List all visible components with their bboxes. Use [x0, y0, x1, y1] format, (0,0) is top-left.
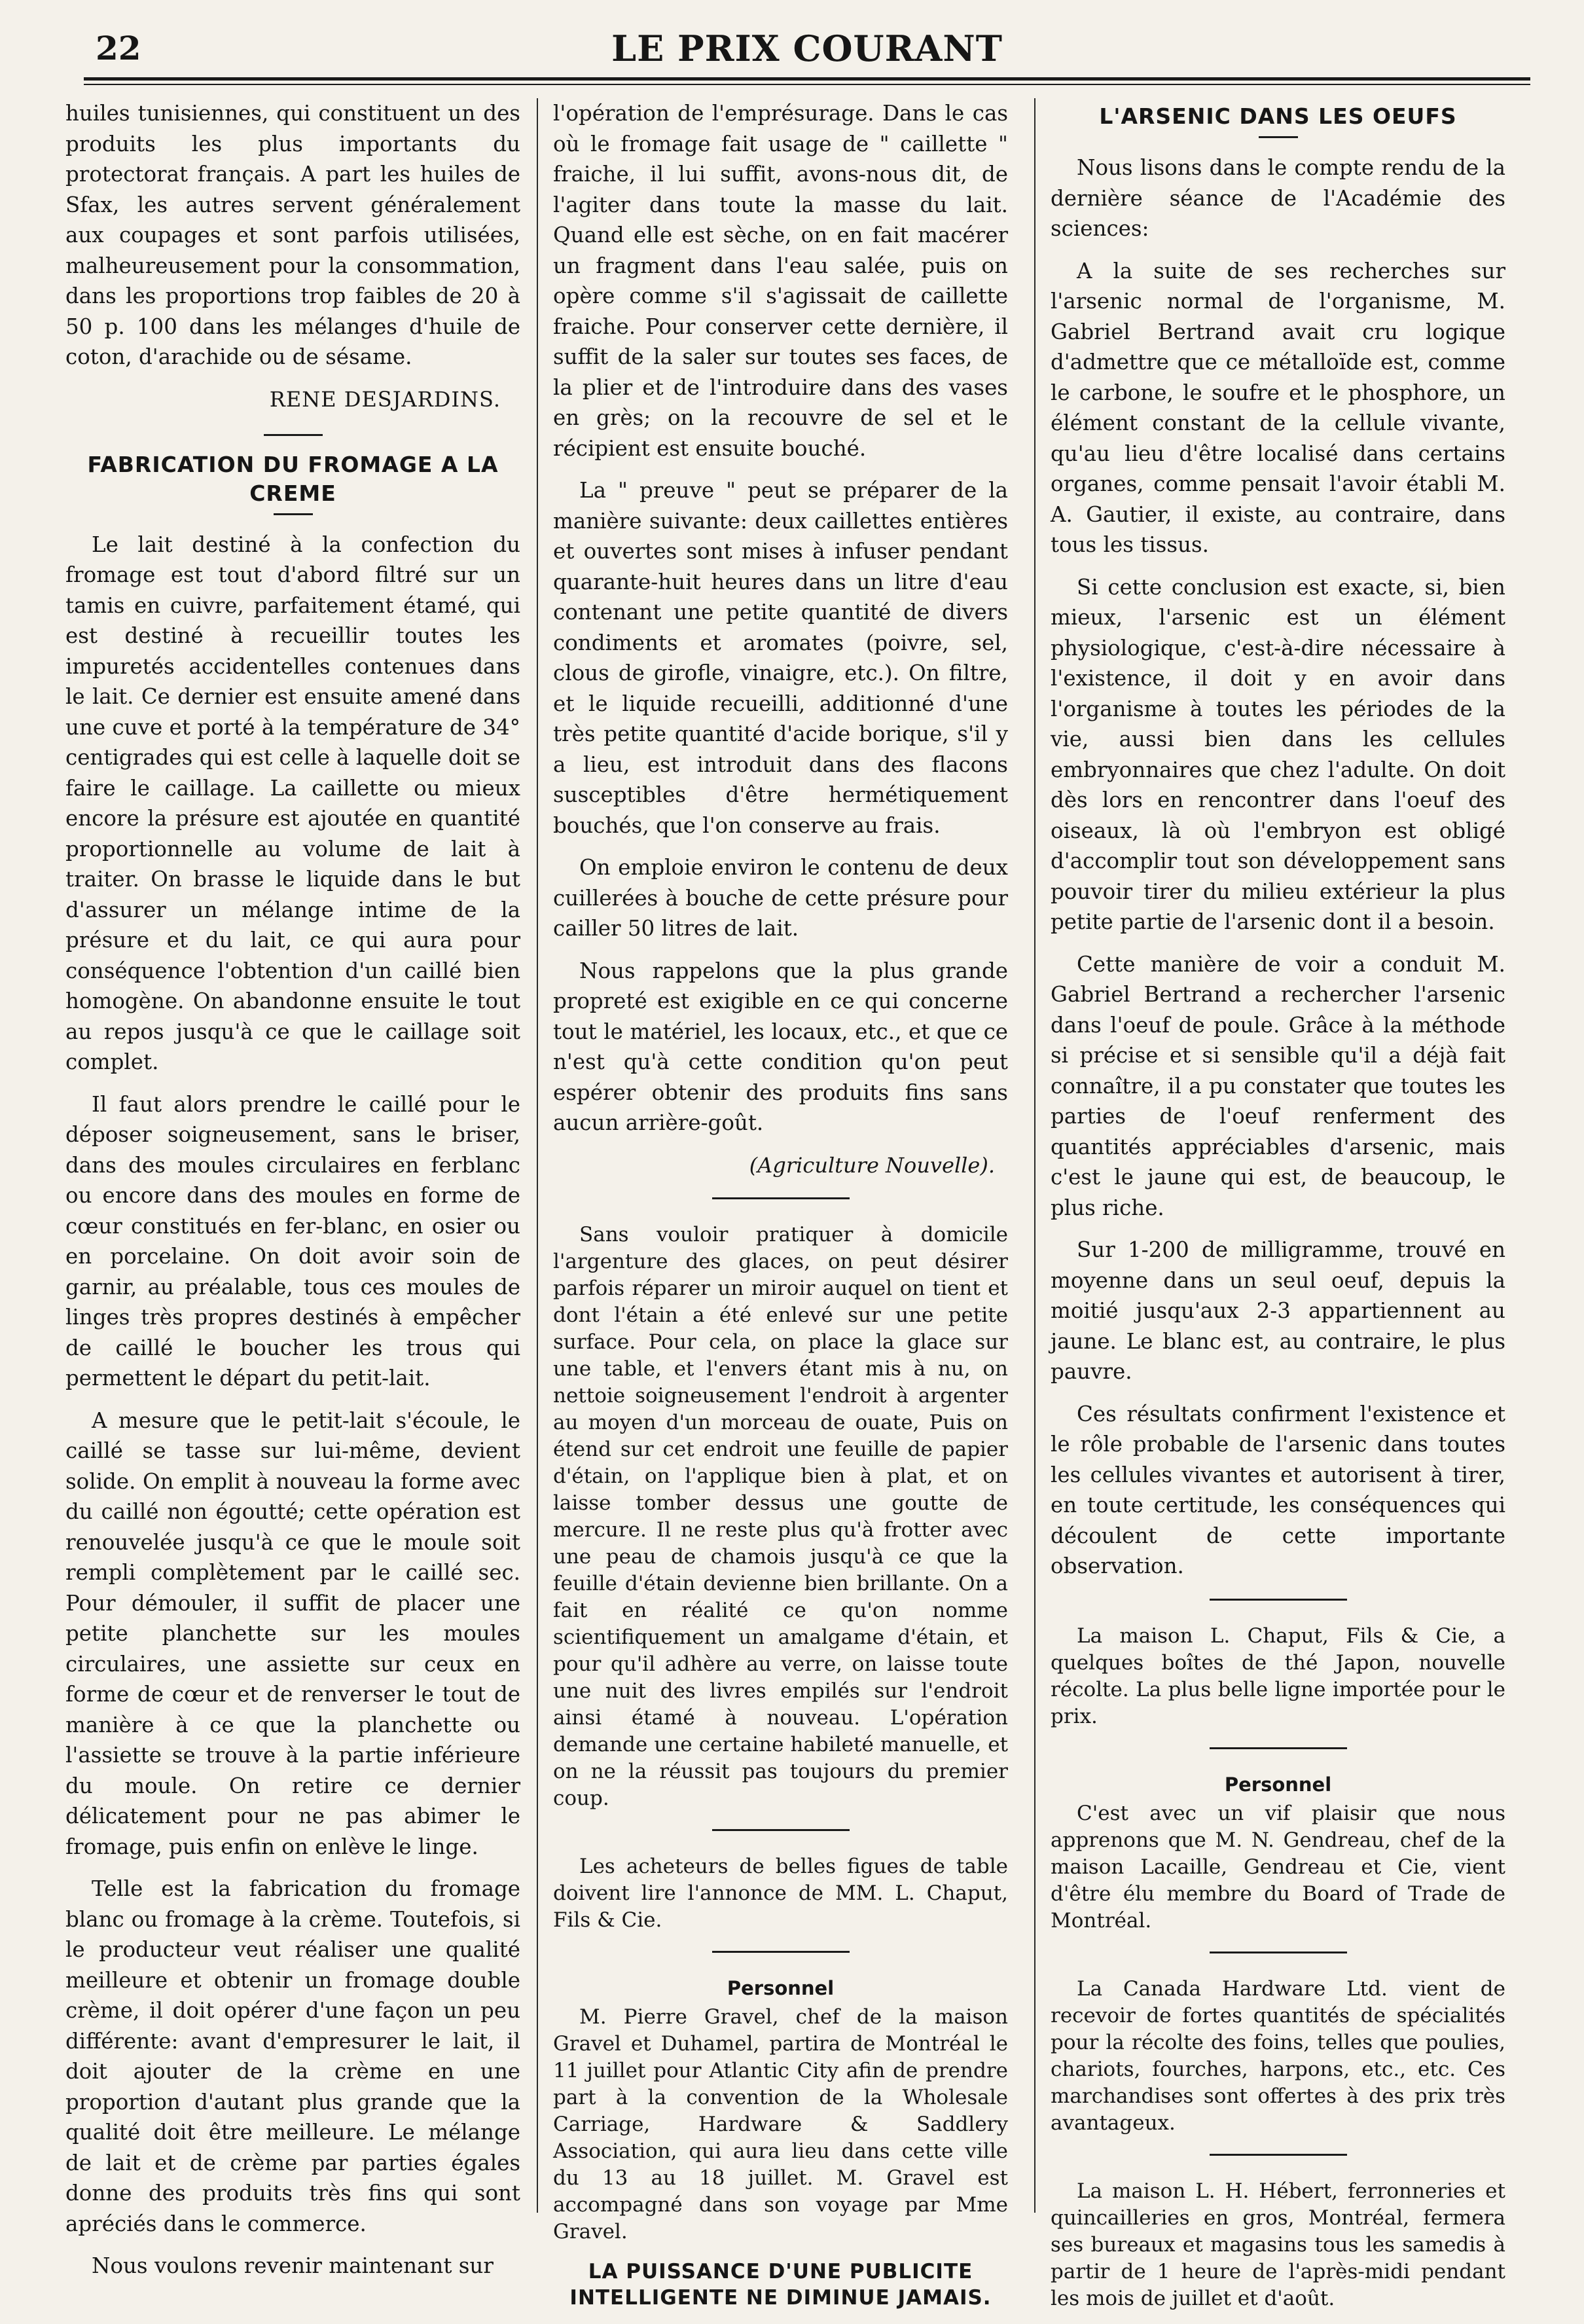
- title-underline: [1259, 136, 1298, 138]
- article-paragraph: l'opération de l'emprésurage. Dans le cas où le fromage fait usage de " caillette " fraiche, il lui suffit, avons-nous dit, de l'agiter dans toute la masse du lait. Quand elle est sèche, on en fait macérer un fragment dans l'eau salée, puis on opère comme s'il s'agissait de caillette fraiche. Pour conserver cette dernière, il suffit de la saler sur toutes ses faces, de la plier et de l'introduire dans des vases en grès; on la recouvre de sel et le récipient est ensuite bouché.: [553, 101, 1008, 461]
- header-rule-thick: [84, 77, 1530, 81]
- article-paragraph: Le lait destiné à la confection du fromage est tout d'abord filtré sur un tamis en cuivre, parfaitement étamé, qui est destiné à recueillir toutes les impuretés accidentelles contenues dans le lait. Ce dernier est ensuite amené dans une cuve et porté à la température de 34° centigrades qui est celle à laquelle doit se faire le caillage. La caillette ou mieux encore la présure est ajoutée en quantité proportionnelle au volume de lait à traiter. On brasse le liquide dans le but d'assurer un mélange intime de la présure et du lait, ce qui aura pour conséquence l'obtention d'un caillé bien homogène. On abandonne ensuite le tout au repos jusqu'à ce que le caillage soit complet.: [65, 532, 521, 1074]
- section-title-personnel: Personnel: [1224, 1773, 1332, 1796]
- column-divider-left: [537, 98, 538, 2213]
- notice-paragraph: M. Pierre Gravel, chef de la maison Gravel et Duhamel, partira de Montréal le 11 juillet pour Atlantic City afin de prendre part à la convention de la Wholesale Carriage, Hardware & Saddlery Association, qui aura lieu dans cette ville du 13 au 18 juillet. M. Gravel est accompagné dans son voyage par Mme Gravel.: [553, 2005, 1008, 2243]
- masthead-title: LE PRIX COURANT: [611, 27, 1003, 69]
- notice-paragraph: La maison L. Chaput, Fils & Cie, a quelques boîtes de thé Japon, nouvelle récolte. La plus belle ligne importée pour le prix.: [1051, 1624, 1505, 1728]
- article-paragraph: Sans vouloir pratiquer à domicile l'argenture des glaces, on peut désirer parfois réparer un miroir auquel on tient et dont l'étain a été enlevé sur une petite surface. Pour cela, on place la glace sur une table, et l'envers étant mis à nu, on nettoie soigneusement l'endroit à argenter au moyen d'un morceau de ouate, Puis on étend sur cet endroit une feuille de papier d'étain, on l'applique bien à plat, et on laisse tomber dessus une goutte de mercure. Il ne reste plus qu'à frotter avec une peau de chamois jusqu'à ce que la feuille d'étain devienne bien brillante. On a fait en réalité ce qu'on nomme scientifiquement un amalgame d'étain, et pour qu'il adhère au verre, on laisse toute une nuit des livres empilés sur l'endroit ainsi étamé à nouveau. L'opération demande une certaine habileté manuelle, et on ne la réussit pas toujours du premier coup.: [553, 1222, 1008, 1810]
- article-paragraph: Nous voulons revenir maintenant sur: [92, 2253, 494, 2278]
- article-paragraph: Nous lisons dans le compte rendu de la dernière séance de l'Académie des sciences:: [1051, 155, 1505, 241]
- column-1: [65, 98, 520, 2293]
- header-rule-thin: [84, 84, 1530, 85]
- notice-paragraph: La Canada Hardware Ltd. vient de recevoir de fortes quantités de spécialités pour la récolte des foins, telles que poulies, chariots, fourches, harpons, etc., etc. Ces marchandises sont offertes à des prix très avantageux.: [1051, 1976, 1505, 2135]
- article-paragraph: A mesure que le petit-lait s'écoule, le caillé se tasse sur lui-même, devient solide. On emplit à nouveau la forme avec du caillé non égoutté; cette opération est renouvelée jusqu'à ce que le moule soit rempli complètement par le caillé sec. Pour démouler, il suffit de placer une petite planchette sur les moules circulaires, une assiette sur ceux en forme de cœur et de renverser le tout de manière à ce que la planchette ou l'assiette se trouve à la partie inférieure du moule. On retire ce dernier délicatement pour ne pas abimer le fromage, puis enfin on enlève le linge.: [65, 1407, 520, 1859]
- article-paragraph: A la suite de ses recherches sur l'arsenic normal de l'organisme, M. Gabriel Bertrand avait cru logique d'admettre que ce métalloïde est, comme le carbone, le soufre et le phosphore, un élément constant de la cellule vivante, qu'au lieu d'être localisé dans certains organes, comme pensait l'avoir établi M. A. Gautier, il existe, au contraire, dans tous les tissus.: [1051, 258, 1505, 557]
- advertising-slogan: LA PUISSANCE D'UNE PUBLICITE INTELLIGENTE NE DIMINUE JAMAIS.: [569, 2259, 992, 2310]
- article-paragraph: Sur 1-200 de milligramme, trouvé en moyenne dans un seul oeuf, depuis la moitié jusqu'aux 2-3 appartiennent au jaune. Le blanc est, au contraire, le plus pauvre.: [1051, 1237, 1505, 1384]
- notice-paragraph: C'est avec un vif plaisir que nous apprenons que M. N. Gendreau, chef de la maison Lacaille, Gendreau et Cie, vient d'être élu membre du Board of Trade de Montréal.: [1051, 1801, 1505, 1933]
- section-separator: [264, 434, 323, 436]
- section-separator: [712, 1829, 850, 1831]
- page-header: [84, 26, 1530, 72]
- article-source: (Agriculture Nouvelle).: [749, 1152, 995, 1178]
- notice-paragraph: La maison L. H. Hébert, ferronneries et quincailleries en gros, Montréal, fermera ses bureaux et magasins tous les samedis à partir de 1 heure de l'après-midi pendant les mois de juillet et d'août.: [1051, 2179, 1505, 2310]
- column-2: [553, 98, 1008, 2311]
- article-paragraph: Telle est la fabrication du fromage blanc ou fromage à la crème. Toutefois, si le producteur veut réaliser une qualité meilleure et obtenir un fromage double crème, il doit opérer d'une façon un peu différente: avant d'empresurer le lait, il doit ajouter de la crème en une proportion d'autant plus grande que la qualité doit être meilleure. Le mélange de lait et de crème par parties égales donne des produits très fins qui sont apréciés dans le commerce.: [65, 1876, 520, 2236]
- column-3: [1051, 98, 1505, 2324]
- article-signature: RENE DESJARDINS.: [269, 386, 501, 412]
- column-divider-right: [1034, 98, 1035, 2213]
- article-paragraph: Si cette conclusion est exacte, si, bien mieux, l'arsenic est un élément physiologique, c'est-à-dire nécessaire à l'existence, il doit y en avoir dans l'organisme à toutes les périodes de la vie, aussi bien dans les cellules embryonnaires que chez l'adulte. On doit dès lors en rencontrer dans l'oeuf des oiseaux, là où l'embryon est obligé d'accomplir tout son développement sans pouvoir tirer du milieu extérieur la plus petite partie de l'arsenic dont il a besoin.: [1051, 574, 1505, 934]
- article-paragraph: On emploie environ le contenu de deux cuillerées à bouche de cette présure pour cailler 50 litres de lait.: [553, 855, 1008, 941]
- article-paragraph: La " preuve " peut se préparer de la manière suivante: deux caillettes entières et ouvertes sont mises à infuser pendant quarante-huit heures dans un litre d'eau contenant une petite quantité de divers condiments et aromates (poivre, sel, clous de girofle, vinaigre, etc.). On filtre, et le liquide recueilli, additionné d'une très petite quantité d'acide borique, s'il y a lieu, est introduit dans des flacons susceptibles d'être hermétiquement bouchés, que l'on conserve au frais.: [553, 478, 1008, 838]
- section-separator: [712, 1951, 850, 1953]
- notice-paragraph: Les acheteurs de belles figues de table doivent lire l'annonce de MM. L. Chaput, Fils & Cie.: [553, 1854, 1008, 1932]
- article-paragraph: Nous rappelons que la plus grande propreté est exigible en ce qui concerne tout le matériel, les locaux, etc., et que ce n'est qu'à cette condition qu'on peut espérer obtenir des produits fins sans aucun arrière-goût.: [553, 958, 1008, 1135]
- section-separator: [712, 1197, 850, 1199]
- article-paragraph: Cette manière de voir a conduit M. Gabriel Bertrand a rechercher l'arsenic dans l'oeuf de poule. Grâce à la méthode si précise et si sensible qu'il a déjà fait connaître, il a pu constater que toutes les parties de l'oeuf renferment des quantités appréciables d'arsenic, mais c'est le jaune qui est, de beaucoup, le plus riche.: [1051, 951, 1505, 1220]
- section-separator: [1210, 1952, 1347, 1953]
- page-number: 22: [96, 29, 141, 67]
- title-underline: [274, 513, 313, 515]
- section-separator: [1210, 1747, 1347, 1749]
- article-title-arsenic: L'ARSENIC DANS LES OEUFS: [1099, 103, 1457, 129]
- article-paragraph: huiles tunisiennes, qui constituent un des produits les plus importants du protectorat français. A part les huiles de Sfax, les autres servent généralement aux coupages et sont parfois utilisées, malheureusement pour la consommation, dans les proportions trop faibles de 20 à 50 p. 100 dans les mélanges d'huile de coton, d'arachide ou de sésame.: [65, 101, 520, 369]
- article-title-fromage: FABRICATION DU FROMAGE A LA CREME: [87, 451, 499, 506]
- article-paragraph: Il faut alors prendre le caillé pour le déposer soigneusement, sans le briser, dans des moules circulaires en ferblanc ou encore dans des moules en forme de cœur constitués en fer-blanc, en osier ou en porcelaine. On doit avoir soin de garnir, au préalable, tous ces moules de linges très propres destinés à empêcher de caillé le boucher les trous qui permettent le départ du petit-lait.: [65, 1091, 520, 1390]
- section-separator: [1210, 2154, 1347, 2156]
- section-title-personnel: Personnel: [727, 1976, 835, 1999]
- article-paragraph: Ces résultats confirment l'existence et le rôle probable de l'arsenic dans toutes les cellules vivantes et autorisent à tirer, en toute certitude, les conséquences qui découlent de cette importante observation.: [1051, 1401, 1505, 1578]
- section-separator: [1210, 1599, 1347, 1601]
